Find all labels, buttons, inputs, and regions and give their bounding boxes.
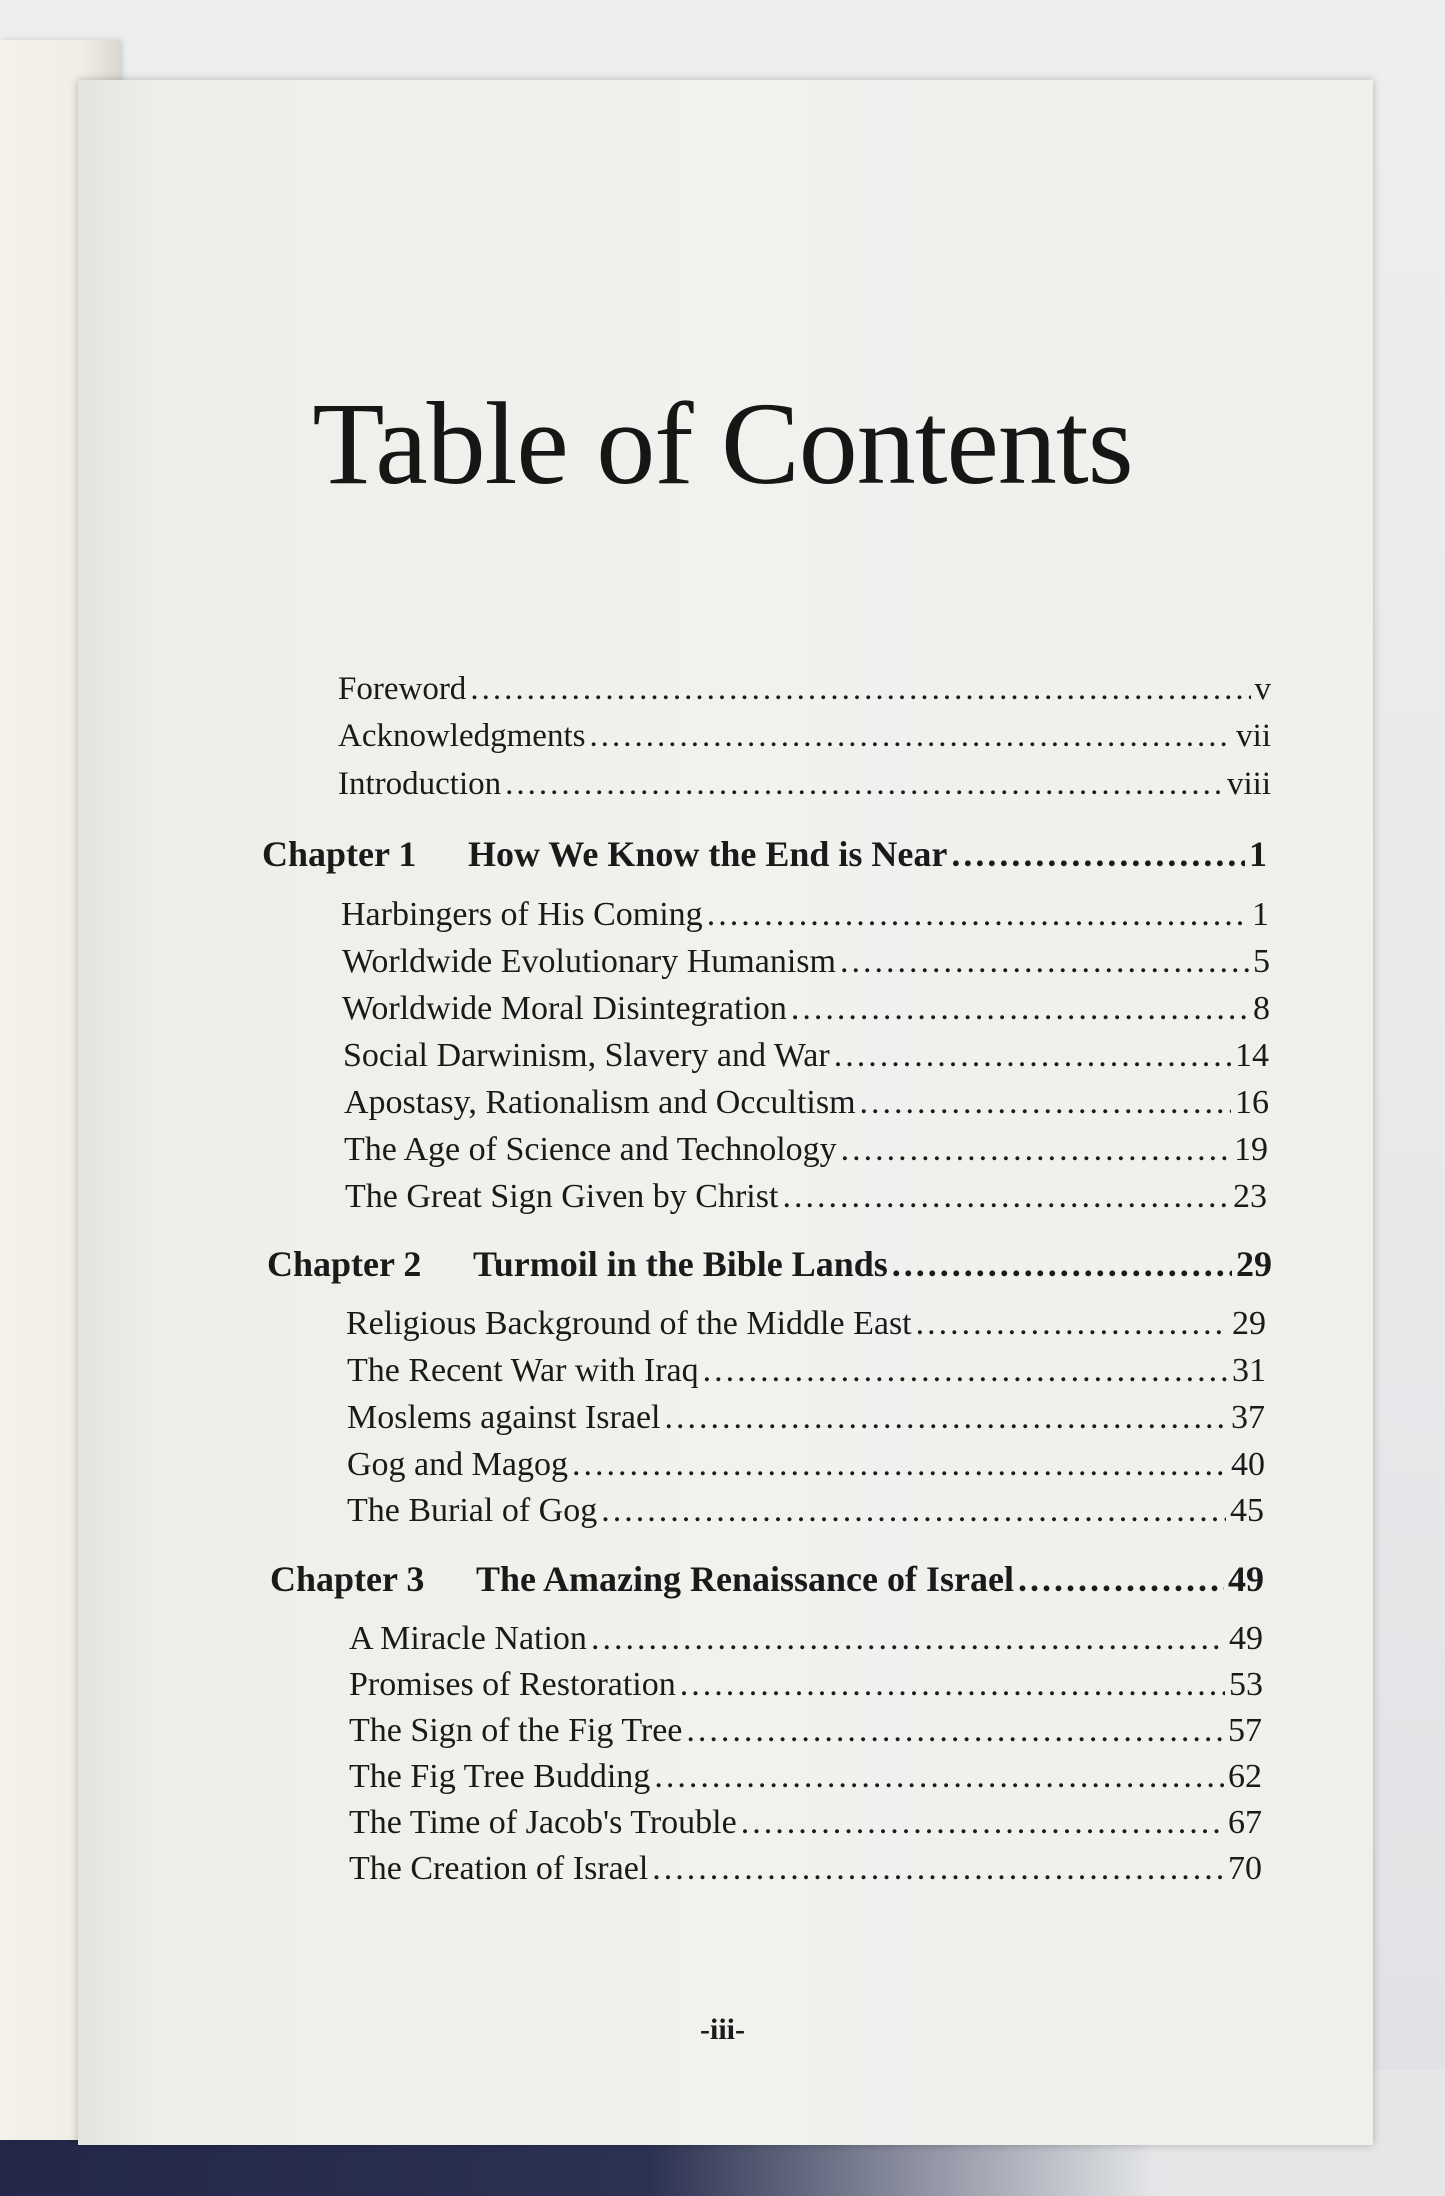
entry-label: Introduction <box>338 766 502 802</box>
section-label: Religious Background of the Middle East <box>346 1305 912 1342</box>
toc-section <box>342 943 1270 981</box>
toc-section <box>349 1804 1262 1842</box>
section-label: Moslems against Israel <box>347 1399 661 1436</box>
section-page: 67 <box>1228 1804 1262 1841</box>
chapter-page: 29 <box>1236 1244 1272 1284</box>
section-label: Worldwide Moral Disintegration <box>342 990 787 1027</box>
toc-section <box>347 1352 1266 1390</box>
toc-section <box>349 1666 1263 1704</box>
dot-leader <box>654 1758 1224 1796</box>
section-page: 23 <box>1233 1178 1267 1215</box>
toc-section <box>349 1850 1262 1888</box>
toc-chapter-1 <box>262 833 1267 875</box>
section-label: The Great Sign Given by Christ <box>345 1178 779 1215</box>
dot-leader <box>741 1804 1224 1842</box>
section-page: 37 <box>1231 1399 1265 1436</box>
section-label: A Miracle Nation <box>349 1620 587 1657</box>
section-label: Promises of Restoration <box>349 1666 676 1703</box>
dot-leader <box>840 943 1249 981</box>
toc-section <box>341 896 1269 934</box>
section-label: Social Darwinism, Slavery and War <box>343 1037 830 1074</box>
section-page: 16 <box>1235 1084 1269 1121</box>
section-page: 40 <box>1231 1446 1265 1483</box>
section-label: Harbingers of His Coming <box>341 896 703 933</box>
section-label: Gog and Magog <box>347 1446 568 1483</box>
entry-label: Acknowledgments <box>338 718 586 754</box>
entry-label: Foreword <box>338 671 467 707</box>
section-label: The Fig Tree Budding <box>349 1758 651 1795</box>
toc-entry-foreword <box>338 671 1271 708</box>
dot-leader <box>589 718 1232 755</box>
section-page: 45 <box>1230 1492 1264 1529</box>
dot-leader <box>652 1850 1224 1888</box>
chapter-number: Chapter 1 <box>262 834 417 874</box>
toc-chapter-2 <box>267 1243 1272 1285</box>
entry-page: v <box>1254 671 1271 707</box>
toc-section <box>347 1492 1264 1530</box>
section-label: The Burial of Gog <box>347 1492 598 1529</box>
toc-section <box>349 1758 1262 1796</box>
dot-leader <box>860 1084 1231 1122</box>
section-page: 1 <box>1252 896 1269 933</box>
dot-leader <box>916 1305 1228 1343</box>
dot-leader <box>470 671 1250 708</box>
entry-page: vii <box>1236 718 1271 754</box>
toc-section <box>347 1446 1265 1484</box>
page-number: -iii- <box>700 2013 745 2046</box>
toc-section <box>346 1305 1266 1343</box>
section-page: 31 <box>1232 1352 1266 1389</box>
dot-leader <box>782 1178 1229 1216</box>
section-label: Worldwide Evolutionary Humanism <box>342 943 836 980</box>
toc-section <box>349 1712 1262 1750</box>
toc-section <box>344 1131 1268 1169</box>
section-label: The Age of Science and Technology <box>344 1131 837 1168</box>
section-page: 62 <box>1228 1758 1262 1795</box>
dot-leader <box>703 1352 1228 1390</box>
toc-section <box>344 1084 1269 1122</box>
section-page: 53 <box>1229 1666 1263 1703</box>
chapter-title: How We Know the End is Near <box>468 834 948 874</box>
dot-leader <box>686 1712 1224 1750</box>
section-page: 70 <box>1228 1850 1262 1887</box>
section-page: 14 <box>1235 1037 1269 1074</box>
dot-leader <box>680 1666 1225 1704</box>
chapter-title: Turmoil in the Bible Lands <box>473 1244 888 1284</box>
toc-entry-acknowledgments <box>338 718 1271 755</box>
toc-chapter-3 <box>270 1558 1264 1600</box>
section-label: The Creation of Israel <box>349 1850 649 1887</box>
section-label: The Time of Jacob's Trouble <box>349 1804 737 1841</box>
dot-leader <box>834 1037 1231 1075</box>
dot-leader <box>892 1243 1232 1285</box>
dot-leader <box>591 1620 1225 1658</box>
toc-section <box>347 1399 1265 1437</box>
dot-leader <box>1018 1558 1224 1600</box>
dot-leader <box>707 896 1248 934</box>
section-page: 5 <box>1253 943 1270 980</box>
entry-page: viii <box>1226 766 1271 802</box>
section-label: The Sign of the Fig Tree <box>349 1712 683 1749</box>
section-label: Apostasy, Rationalism and Occultism <box>344 1084 856 1121</box>
dot-leader <box>841 1131 1230 1169</box>
dot-leader <box>505 766 1223 803</box>
toc-entry-introduction <box>338 766 1271 803</box>
section-page: 19 <box>1234 1131 1268 1168</box>
toc-section <box>342 990 1270 1028</box>
chapter-page: 1 <box>1249 834 1267 874</box>
section-label: The Recent War with Iraq <box>347 1352 699 1389</box>
dot-leader <box>951 833 1245 875</box>
dot-leader <box>791 990 1249 1028</box>
chapter-title: The Amazing Renaissance of Israel <box>476 1559 1014 1599</box>
toc-section <box>345 1178 1267 1216</box>
dot-leader <box>665 1399 1228 1437</box>
toc-section <box>343 1037 1269 1075</box>
section-page: 8 <box>1253 990 1270 1027</box>
chapter-number: Chapter 3 <box>270 1559 425 1599</box>
section-page: 57 <box>1228 1712 1262 1749</box>
toc-section <box>349 1620 1263 1658</box>
dot-leader <box>601 1492 1226 1530</box>
page-title: Table of Contents <box>312 378 1133 509</box>
chapter-page: 49 <box>1228 1559 1264 1599</box>
chapter-number: Chapter 2 <box>267 1244 422 1284</box>
section-page: 49 <box>1229 1620 1263 1657</box>
dot-leader <box>572 1446 1227 1484</box>
section-page: 29 <box>1232 1305 1266 1342</box>
